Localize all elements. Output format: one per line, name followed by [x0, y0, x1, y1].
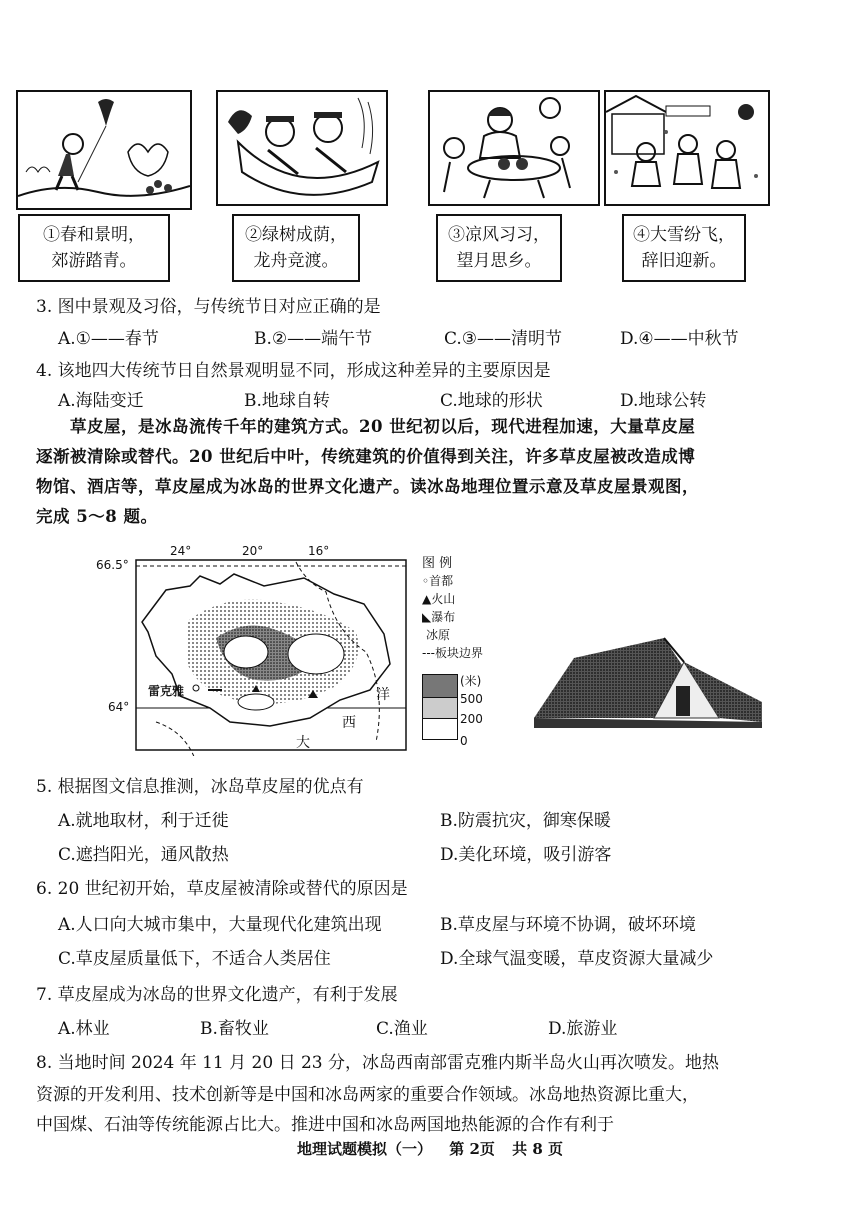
volcano-icon: ▲ [422, 592, 432, 606]
caption-2: ②绿树成荫， 龙舟竞渡。 [232, 214, 360, 282]
question-4-stem: 4. 该地四大传统节日自然景观明显不同，形成这种差异的主要原因是 [36, 361, 551, 381]
q5-option-d: D.美化环境，吸引游客 [440, 845, 612, 865]
q7-option-d: D.旅游业 [548, 1019, 618, 1039]
page-footer [0, 1138, 860, 1159]
question-6-stem: 6. 20 世纪初开始，草皮屋被清除或替代的原因是 [36, 879, 408, 899]
picture-new-year [604, 90, 770, 206]
footer-total: 共 8 页 [512, 1140, 564, 1158]
turf-house-photo [534, 618, 762, 728]
legend-capital: ◦首都 [422, 574, 454, 588]
picture-spring-outing [16, 90, 192, 210]
iceland-map [96, 542, 516, 756]
question-8-line-2: 资源的开发利用、技术创新等是中国和冰岛两家的重要合作领域。冰岛地热资源比重大， [36, 1085, 699, 1105]
ocean-label-1: 洋 [376, 687, 390, 703]
q3-option-a: A.①——春节 [58, 329, 159, 349]
question-3-stem: 3. 图中景观及习俗，与传统节日对应正确的是 [36, 297, 381, 317]
elevation-0: 0 [460, 734, 468, 748]
elevation-500: 500 [460, 692, 483, 706]
lat-label-66: 66.5° [96, 558, 129, 572]
question-7-stem: 7. 草皮屋成为冰岛的世界文化遗产，有利于发展 [36, 985, 398, 1005]
question-8-line-3: 中国煤、石油等传统能源占比大。推进中国和冰岛两国地热能源的合作有利于 [36, 1115, 614, 1135]
q3-option-d: D.④——中秋节 [620, 329, 739, 349]
picture-dragon-boat [216, 90, 388, 206]
q3-option-c: C.③——清明节 [444, 329, 563, 349]
elevation-unit: (米) [460, 674, 482, 688]
question-5-stem: 5. 根据图文信息推测，冰岛草皮屋的优点有 [36, 777, 364, 797]
q5-option-c: C.遮挡阳光，通风散热 [58, 845, 229, 865]
elevation-scale [422, 674, 458, 740]
q6-option-b: B.草皮屋与环境不协调，破坏环境 [440, 915, 696, 935]
legend-plate-boundary: ---板块边界 [422, 646, 484, 660]
q4-option-a: A.海陆变迁 [58, 391, 144, 411]
legend-waterfall: ◣瀑布 [422, 610, 456, 624]
q5-option-a: A.就地取材，利于迁徙 [58, 811, 229, 831]
q7-option-b: B.畜牧业 [200, 1019, 269, 1039]
waterfall-icon: ◣ [422, 610, 432, 624]
picture-mooncake [428, 90, 600, 206]
q4-option-b: B.地球自转 [244, 391, 330, 411]
ocean-label-3: 大 [296, 735, 310, 751]
legend-volcano: ▲火山 [422, 592, 456, 606]
lon-label-24: 24° [170, 544, 192, 558]
q4-option-d: D.地球公转 [620, 391, 707, 411]
legend-glacier: 冰原 [426, 628, 451, 642]
q6-option-d: D.全球气温变暖，草皮资源大量减少 [440, 949, 714, 969]
q7-option-a: A.林业 [58, 1019, 110, 1039]
capital-icon: ◦ [422, 574, 430, 588]
lon-label-20: 20° [242, 544, 264, 558]
passage: 草皮屋，是冰岛流传千年的建筑方式。20 世纪初以后，现代进程加速，大量草皮屋 逐渐被清除或替代。20 世纪后中叶，传统建筑的价值得到关注，许多草皮屋被改造成博 物馆、酒店等，草皮屋成为冰岛的世界文化遗产。读冰岛地理位置示意及草皮屋景观图， 完成 5～8 题。 [36, 417, 699, 526]
lat-label-64: 64° [108, 700, 130, 714]
footer-page: 第 2页 [449, 1140, 495, 1158]
q3-option-b: B.②——端午节 [254, 329, 373, 349]
q7-option-c: C.渔业 [376, 1019, 428, 1039]
caption-3: ③凉风习习， 望月思乡。 [436, 214, 562, 282]
question-8-line-1: 8. 当地时间 2024 年 11 月 20 日 23 分，冰岛西南部雷克雅内斯半岛火山再次喷发。地热 [36, 1053, 720, 1073]
q6-option-a: A.人口向大城市集中，大量现代化建筑出现 [58, 915, 382, 935]
q5-option-b: B.防震抗灾，御寒保暖 [440, 811, 611, 831]
q6-option-c: C.草皮屋质量低下，不适合人类居住 [58, 949, 331, 969]
footer-title: 地理试题模拟（一） [296, 1140, 432, 1158]
caption-1: ①春和景明， 郊游踏青。 [18, 214, 170, 282]
q4-option-c: C.地球的形状 [440, 391, 543, 411]
place-label-reykjavik: 雷克雅 [148, 684, 185, 698]
legend-title: 图 例 [422, 556, 453, 571]
ocean-label-2: 西 [342, 715, 356, 731]
caption-4: ④大雪纷飞， 辞旧迎新。 [622, 214, 746, 282]
elevation-200: 200 [460, 712, 483, 726]
lon-label-16: 16° [308, 544, 330, 558]
